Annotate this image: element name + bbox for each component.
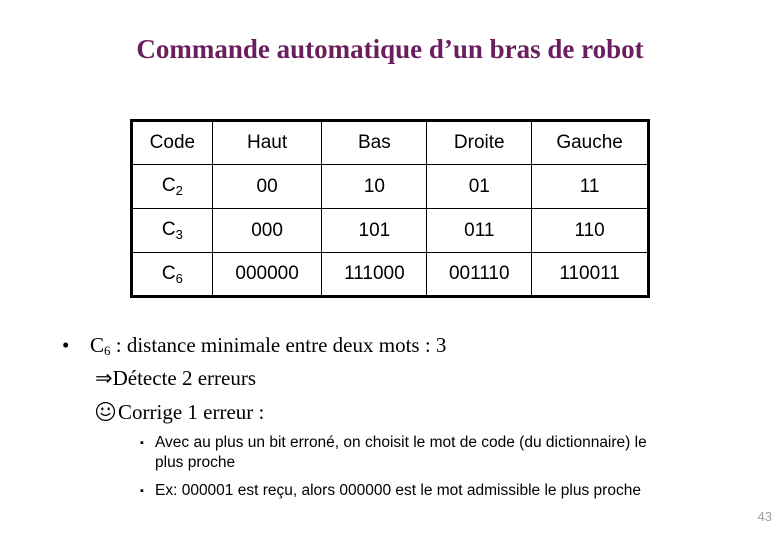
table-cell: 011 (427, 209, 532, 253)
smile-text: Corrige 1 erreur : (118, 400, 265, 424)
main-bullet (62, 333, 446, 359)
table-cell: 000 (212, 209, 322, 253)
header-cell: Gauche (532, 121, 649, 165)
header-cell: Code (132, 121, 213, 165)
sub-bullet-continuation: plus proche (155, 454, 236, 471)
square-bullet-icon: ▪ (140, 437, 144, 449)
table-cell: 00 (212, 165, 322, 209)
implies-line (95, 366, 256, 391)
table-cell: 000000 (212, 253, 322, 297)
code-name-cell (132, 253, 213, 297)
bullet-dot: • (62, 333, 70, 357)
code-subscript: 2 (175, 183, 183, 198)
table-row (132, 253, 649, 297)
sub-bullet-text: Ex: 000001 est reçu, alors 000000 est le mot admissible le plus proche (155, 482, 641, 499)
smile-line (95, 400, 264, 425)
smiley-icon (95, 401, 116, 422)
table-row (132, 209, 649, 253)
code-subscript: 6 (175, 270, 183, 286)
code-name-cell (132, 165, 213, 209)
header-cell: Bas (322, 121, 427, 165)
table-cell: 10 (322, 165, 427, 209)
code-name-cell (132, 209, 213, 253)
bullet-code-subscript: 6 (104, 343, 111, 358)
sub-bullet (140, 481, 760, 501)
bullet-text: : distance minimale entre deux mots : 3 (110, 333, 447, 357)
sub-bullet (140, 433, 750, 472)
page-number: 43 (757, 509, 772, 524)
table-cell: 111000 (322, 253, 427, 297)
code-letter: C (161, 219, 176, 240)
table-cell: 01 (427, 165, 532, 209)
code-letter: C (161, 175, 176, 196)
slide-title: Commande automatique d’un bras de robot (136, 34, 644, 64)
code-subscript: 3 (175, 227, 183, 242)
table-cell: 001110 (427, 253, 532, 297)
implies-text: Détecte 2 erreurs (112, 366, 257, 390)
table-cell: 101 (322, 209, 427, 253)
table-row (132, 165, 649, 209)
code-letter: C (161, 262, 176, 284)
table-cell: 110 (532, 209, 649, 253)
sub-bullet-text: Avec au plus un bit erroné, on choisit le mot de code (du dictionnaire) le (155, 434, 647, 451)
header-cell: Droite (427, 121, 532, 165)
table-header-row (132, 121, 649, 165)
table-cell: 11 (532, 165, 649, 209)
header-cell: Haut (212, 121, 322, 165)
code-table (130, 119, 650, 298)
bullet-code-letter: C (90, 333, 105, 357)
square-bullet-icon: ▪ (140, 485, 144, 497)
implies-arrow-icon: ⇒ (95, 366, 113, 390)
table-cell: 110011 (532, 253, 649, 297)
